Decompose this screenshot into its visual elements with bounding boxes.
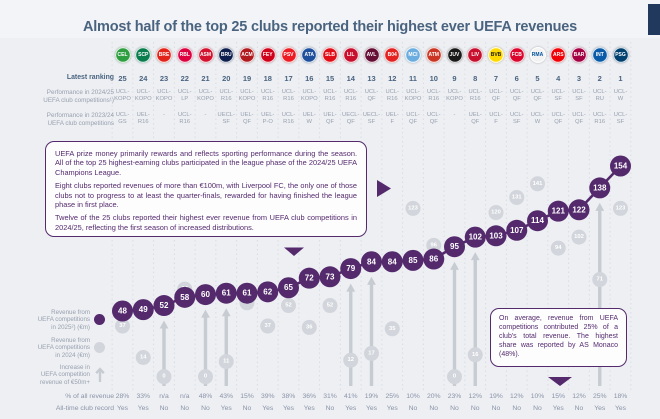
- increase-arrow-head-rank-20: [222, 308, 231, 316]
- club-logo-acm: ACM: [239, 47, 255, 63]
- latest-ranking-label: Latest ranking: [66, 74, 114, 81]
- club-logo-ars: ARS: [550, 47, 566, 63]
- bubble-2025-value-rank-7: 103: [489, 231, 503, 241]
- bubble-2024-value-rank-3: 102: [574, 234, 584, 241]
- performance-2023-24-value-rank-12: UEL- F: [385, 112, 399, 126]
- bubble-2025-value-rank-25: 48: [118, 306, 127, 316]
- performance-2023-24-value-rank-5: UCL- W: [530, 112, 545, 126]
- performance-2024-25-value-rank-11: UCL- KOPO: [404, 89, 422, 103]
- insight-box-right: [490, 308, 627, 367]
- bubble-2024-value-rank-25: 37: [119, 323, 126, 330]
- performance-2023-24-value-rank-11: UCL- QF: [406, 112, 420, 126]
- performance-2023-24-value-rank-24: UEL- R16: [136, 112, 150, 126]
- performance-2024-25-value-rank-20: UCL- R16: [219, 89, 234, 103]
- performance-2024-25-value-rank-22: UCL- LP: [177, 89, 192, 103]
- increase-arrow-head-rank-9: [450, 262, 459, 270]
- performance-2023-24-value-rank-14: UECL- QF: [342, 112, 360, 126]
- bubble-2024-value-rank-17: 52: [285, 302, 292, 309]
- insight-left-paragraph-1: UEFA prize money primarily rewards and reflects sporting performance during the season. All of the top 25 highest-earning clubs participated in the league phase of the 2024/25 UEFA Champions League.: [55, 149, 357, 177]
- bubble-2025-value-rank-11: 85: [408, 255, 418, 265]
- performance-2024-25-value-rank-25: UCL- KOPO: [114, 89, 131, 103]
- performance-2024-25-value-rank-8: UCL- R16: [468, 89, 483, 103]
- legend-item-gray-circle-label: Revenue from UEFA competitions in 2024 (€m): [37, 337, 90, 359]
- increase-arrow-head-rank-13: [367, 277, 376, 285]
- revenue-share-value-rank-15: 31%: [323, 393, 337, 400]
- latest-ranking-value-rank-11: 11: [409, 74, 417, 83]
- performance-2023-24-value-rank-19: UEL- QF: [240, 112, 254, 126]
- performance-2024-25-value-rank-12: UCL- R16: [385, 89, 400, 103]
- performance-2023-24-value-rank-22: UCL- R16: [177, 112, 192, 126]
- legend-gray-circle: [94, 342, 105, 353]
- club-logo-rbl: RBL: [177, 47, 193, 63]
- all-time-record-value-rank-14: Yes: [345, 405, 357, 412]
- latest-ranking-value-rank-18: 18: [263, 74, 272, 83]
- all-time-record-value-rank-17: Yes: [282, 405, 295, 412]
- performance-2024-25-value-rank-5: UCL- QF: [530, 89, 545, 103]
- revenue-share-row-label: % of all revenue: [65, 393, 114, 400]
- bubble-2024-value-rank-15: 52: [326, 302, 334, 309]
- club-logo-slb: SLB: [322, 47, 338, 63]
- all-time-record-value-rank-7: No: [491, 405, 501, 412]
- revenue-share-value-rank-10: 20%: [426, 393, 441, 400]
- all-time-record-value-rank-1: Yes: [614, 405, 627, 412]
- performance-2024-25-value-rank-19: UCL- KOPO: [238, 89, 256, 103]
- revenue-share-value-rank-6: 12%: [509, 393, 524, 400]
- revenue-share-value-rank-12: 25%: [385, 393, 400, 400]
- bubble-2025-value-rank-24: 49: [138, 305, 148, 315]
- page-title: Almost half of the top 25 clubs reported their highest ever UEFA revenues: [82, 18, 578, 35]
- club-logo-asm: ASM: [198, 47, 214, 63]
- club-logo-avl: AVL: [364, 47, 380, 63]
- bubble-2025-value-rank-15: 73: [325, 272, 335, 282]
- club-logo-bre: BRE: [156, 47, 172, 63]
- legend-purple-circle: [94, 314, 105, 325]
- all-time-record-value-rank-6: No: [512, 405, 522, 412]
- performance-2024-25-value-rank-21: UCL- KOPO: [197, 89, 214, 103]
- performance-2024-25-value-rank-4: UCL- SF: [551, 89, 566, 103]
- revenue-share-value-rank-16: 36%: [302, 393, 317, 400]
- revenue-share-value-rank-14: 41%: [343, 393, 358, 400]
- all-time-record-value-rank-8: No: [470, 405, 480, 412]
- performance-2024-25-value-rank-16: UCL- KOPO: [300, 89, 318, 103]
- latest-ranking-value-rank-4: 4: [556, 74, 561, 83]
- bubble-2024-value-rank-5: 141: [532, 180, 543, 187]
- all-time-record-value-rank-22: No: [180, 405, 190, 412]
- bubble-2024-value-rank-12: 35: [389, 325, 396, 332]
- bubble-2025-value-rank-22: 58: [180, 292, 190, 302]
- increase-arrow-head-rank-23: [160, 321, 169, 329]
- bubble-2024-value-rank-24: 14: [140, 354, 147, 361]
- bubble-2025-value-rank-16: 72: [304, 273, 314, 283]
- bubble-2025-value-rank-8: 102: [468, 232, 482, 242]
- legend-item-purple-circle-label: Revenue from UEFA competitions in 2025²) (€m): [37, 309, 90, 331]
- revenue-share-value-rank-9: 23%: [447, 393, 462, 400]
- pointer-down-icon-left: [284, 248, 304, 257]
- bubble-2025-value-rank-3: 122: [572, 205, 586, 215]
- bubble-2024-value-rank-13: 17: [368, 350, 375, 357]
- latest-ranking-value-rank-7: 7: [493, 74, 499, 83]
- bubble-2025-value-rank-23: 52: [159, 301, 169, 311]
- performance-2024-25-value-rank-17: UCL- R16: [281, 89, 296, 103]
- all-time-record-value-rank-25: Yes: [116, 405, 129, 412]
- increase-arrow-head-rank-8: [471, 252, 480, 260]
- bubble-2025-value-rank-18: 62: [263, 287, 273, 297]
- bubble-2024-value-rank-7: 120: [491, 209, 501, 216]
- club-logo-psg: PSG: [613, 47, 629, 63]
- revenue-share-value-rank-24: 33%: [136, 393, 151, 400]
- club-logo-fcb: FCB: [509, 47, 525, 63]
- club-logo-atm: ATM: [426, 47, 442, 63]
- revenue-share-value-rank-3: 12%: [572, 393, 586, 400]
- club-logo-fey: FEY: [260, 47, 276, 63]
- performance-2024-25-value-rank-13: UCL- QF: [364, 89, 379, 103]
- all-time-record-value-rank-4: Yes: [552, 405, 564, 412]
- insight-box-left: [45, 141, 367, 237]
- performance-2024-25-value-rank-7: UCL- QF: [489, 89, 503, 103]
- latest-ranking-value-rank-22: 22: [180, 74, 189, 83]
- bubble-2025-value-rank-6: 107: [510, 225, 524, 235]
- all-time-record-value-rank-20: Yes: [220, 405, 232, 412]
- increase-arrow-head-rank-14: [346, 284, 355, 292]
- club-logo-psv: PSV: [281, 47, 297, 63]
- performance-2024-25-value-rank-18: UCL- R16: [260, 89, 275, 103]
- legend-item-gray-up-arrow-label: Increase in UEFA competition revenue of €50m+: [39, 364, 90, 386]
- revenue-share-value-rank-25: 28%: [115, 393, 130, 400]
- bubble-2024-value-rank-2: 71: [596, 276, 603, 283]
- latest-ranking-value-rank-19: 19: [242, 74, 252, 83]
- performance-2024-25-label-line2: UEFA club competitions¹): [43, 97, 114, 105]
- all-time-record-value-rank-3: No: [574, 405, 584, 412]
- revenue-share-value-rank-8: 12%: [468, 393, 483, 400]
- performance-2023-24-value-rank-15: UEL- QF: [323, 112, 337, 126]
- club-logo-bar: BAR: [571, 47, 587, 63]
- all-time-record-value-rank-18: Yes: [262, 405, 274, 412]
- revenue-share-value-rank-7: 19%: [489, 393, 503, 400]
- bubble-2025-value-rank-2: 138: [593, 183, 607, 193]
- revenue-share-value-rank-1: 18%: [613, 393, 628, 400]
- revenue-share-value-rank-11: 10%: [406, 393, 420, 400]
- bubble-2024-value-rank-16: 36: [306, 324, 313, 331]
- club-logo-juv: JUV: [447, 47, 463, 63]
- insight-left-paragraph-2: Eight clubs reported revenues of more than €100m, with Liverpool FC, the only one of those clubs not to progress to at least the quarter-finals, rewarded for having finished the league phase in first place.: [55, 181, 357, 209]
- latest-ranking-value-rank-2: 2: [597, 74, 602, 83]
- club-logo-lil: LIL: [343, 47, 359, 63]
- bubble-2025-value-rank-5: 114: [531, 216, 544, 226]
- bubble-2025-value-rank-12: 84: [387, 257, 397, 267]
- performance-2023-24-value-rank-23: -: [163, 112, 165, 118]
- bubble-2024-value-rank-20: 11: [223, 358, 230, 365]
- bubble-2025-value-rank-10: 86: [429, 254, 439, 264]
- bubble-2025-value-rank-13: 84: [367, 257, 376, 267]
- all-time-record-row-label: All-time club record: [55, 405, 114, 412]
- club-logo-int: INT: [592, 47, 608, 63]
- performance-2024-25-label: [0, 89, 114, 105]
- revenue-share-value-rank-4: 15%: [551, 393, 566, 400]
- bubble-2025-value-rank-1: 154: [613, 161, 628, 171]
- revenue-share-value-rank-18: 39%: [260, 393, 275, 400]
- performance-2024-25-value-rank-14: UCL- R16: [343, 89, 358, 103]
- performance-2023-24-value-rank-1: UCL- SF: [613, 112, 628, 126]
- all-time-record-value-rank-16: Yes: [303, 405, 315, 412]
- performance-2023-24-label-line2: UEFA club competitions: [47, 120, 114, 128]
- performance-2023-24-value-rank-25: UCL- GS: [115, 112, 130, 126]
- all-time-record-value-rank-13: Yes: [365, 405, 378, 412]
- all-time-record-value-rank-2: Yes: [594, 405, 606, 412]
- bubble-2024-value-rank-21: 0: [203, 373, 208, 380]
- latest-ranking-value-rank-14: 14: [346, 74, 355, 83]
- performance-2023-24-value-rank-9: -: [453, 112, 456, 118]
- all-time-record-value-rank-5: No: [533, 405, 542, 412]
- performance-2023-24-value-rank-10: UCL- QF: [426, 112, 441, 126]
- performance-2023-24-value-rank-20: UECL- SF: [217, 112, 235, 126]
- bubble-2024-value-rank-11: 123: [408, 205, 418, 212]
- bubble-2024-value-rank-4: 94: [555, 245, 562, 252]
- performance-2023-24-value-rank-21: -: [204, 112, 207, 118]
- bubble-2025-value-rank-21: 60: [201, 290, 210, 300]
- bubble-2025-value-rank-14: 79: [346, 264, 356, 274]
- performance-2024-25-value-rank-23: UCL- KOPO: [155, 89, 173, 103]
- legend-gray-up-arrow: [94, 366, 106, 389]
- performance-2024-25-value-rank-9: UCL- KOPO: [446, 89, 463, 103]
- latest-ranking-value-rank-24: 24: [139, 74, 148, 83]
- performance-2023-24-value-rank-6: UCL- SF: [509, 112, 524, 126]
- performance-2023-24-value-rank-4: UCL- QF: [551, 112, 566, 126]
- club-logo-bvb: BVB: [488, 47, 504, 63]
- performance-2024-25-value-rank-10: UCL- R16: [426, 89, 441, 103]
- latest-ranking-value-rank-5: 5: [535, 74, 540, 83]
- performance-2024-25-value-rank-1: UCL- W: [613, 89, 628, 103]
- latest-ranking-value-rank-8: 8: [473, 74, 478, 83]
- revenue-share-value-rank-13: 19%: [364, 393, 379, 400]
- performance-2023-24-value-rank-7: UCL- F: [489, 112, 503, 126]
- performance-2024-25-value-rank-6: UCL- QF: [509, 89, 524, 103]
- latest-ranking-value-rank-16: 16: [305, 74, 314, 83]
- insight-right-paragraph: On average, revenue from UEFA competitions contributed 25% of a club's total revenue. The highest share was reported by AS Monaco (48%).: [499, 315, 618, 358]
- all-time-record-value-rank-23: No: [159, 405, 169, 412]
- latest-ranking-value-rank-23: 23: [159, 74, 169, 83]
- bubble-2024-value-rank-10: 96: [430, 242, 437, 249]
- latest-ranking-value-rank-12: 12: [388, 74, 397, 83]
- bubble-2025-value-rank-4: 121: [551, 206, 565, 216]
- performance-2023-24-value-rank-18: UEL- P-O: [261, 112, 275, 126]
- latest-ranking-value-rank-21: 21: [201, 74, 210, 83]
- performance-2023-24-value-rank-17: UCL- R16: [281, 112, 296, 126]
- club-logo-bru: BRU: [218, 47, 234, 63]
- revenue-share-value-rank-5: 10%: [530, 393, 545, 400]
- revenue-share-value-rank-21: 48%: [198, 393, 213, 400]
- performance-2023-24-value-rank-2: UCL- R16: [592, 112, 607, 126]
- bubble-2025-value-rank-19: 61: [242, 288, 252, 298]
- bubble-2024-value-rank-6: 131: [511, 194, 522, 201]
- bubble-2025-value-rank-20: 61: [221, 288, 231, 298]
- latest-ranking-value-rank-3: 3: [576, 74, 582, 83]
- performance-2024-25-value-rank-24: UCL- KOPO: [134, 89, 152, 103]
- revenue-share-value-rank-2: 25%: [592, 393, 607, 400]
- performance-2024-25-value-rank-2: UCL- RU: [592, 89, 607, 103]
- revenue-share-value-rank-23: n/a: [159, 393, 169, 400]
- insight-left-paragraph-3: Twelve of the 25 clubs reported their highest ever revenue from UEFA club competitions in 2024/25, reflecting the first season of increased distributions.: [55, 213, 357, 232]
- all-time-record-value-rank-9: No: [450, 405, 459, 412]
- performance-2023-24-value-rank-16: UEL- W: [302, 112, 316, 126]
- all-time-record-value-rank-15: No: [325, 405, 335, 412]
- performance-2024-25-label-line1: Performance in 2024/25: [46, 89, 114, 96]
- latest-ranking-value-rank-10: 10: [429, 74, 438, 83]
- latest-ranking-value-rank-17: 17: [284, 74, 293, 83]
- increase-arrow-head-rank-2: [595, 203, 604, 211]
- performance-2023-24-value-rank-8: UEL- QF: [468, 112, 482, 126]
- increase-arrow-head-rank-21: [201, 310, 210, 318]
- latest-ranking-value-rank-9: 9: [452, 74, 457, 83]
- revenue-share-value-rank-20: 43%: [219, 393, 234, 400]
- club-logo-cel: CEL: [115, 47, 131, 63]
- latest-ranking-value-rank-20: 20: [222, 74, 231, 83]
- revenue-share-value-rank-22: n/a: [180, 393, 190, 400]
- latest-ranking-value-rank-13: 13: [367, 74, 376, 83]
- club-logo-liv: LIV: [467, 47, 483, 63]
- all-time-record-value-rank-11: No: [408, 405, 418, 412]
- brand-corner-tab: [648, 4, 660, 35]
- latest-ranking-value-rank-6: 6: [514, 74, 519, 83]
- latest-ranking-value-rank-1: 1: [618, 74, 623, 83]
- latest-ranking-value-rank-25: 25: [118, 74, 127, 83]
- revenue-share-value-rank-17: 38%: [281, 393, 296, 400]
- bubble-2024-value-rank-9: 0: [452, 373, 457, 380]
- all-time-record-value-rank-10: No: [429, 405, 439, 412]
- revenue-share-value-rank-19: 15%: [240, 393, 254, 400]
- club-logo-scp: SCP: [135, 47, 151, 63]
- performance-2024-25-value-rank-3: UCL- SF: [572, 89, 586, 103]
- all-time-record-value-rank-19: No: [242, 405, 252, 412]
- all-time-record-value-rank-24: Yes: [137, 405, 149, 412]
- bubble-2025-value-rank-9: 95: [450, 242, 459, 252]
- performance-2023-24-label-line1: Performance in 2023/24: [46, 112, 114, 119]
- club-logo-rma: RMA: [530, 47, 546, 63]
- performance-2024-25-value-rank-15: UCL- R16: [323, 89, 337, 103]
- bubble-2024-value-rank-14: 12: [347, 357, 354, 364]
- bubble-2025-value-rank-17: 65: [284, 283, 293, 293]
- all-time-record-value-rank-21: No: [201, 405, 210, 412]
- bubble-2024-value-rank-23: 0: [162, 373, 166, 380]
- performance-2023-24-value-rank-13: UECL- SF: [362, 112, 381, 126]
- pointer-right-icon: [377, 180, 391, 197]
- club-logo-ata: ATA: [301, 47, 317, 63]
- latest-ranking-value-rank-15: 15: [325, 74, 335, 83]
- club-logo-b04: B04: [384, 47, 400, 63]
- performance-2023-24-value-rank-3: UCL- QF: [572, 112, 586, 126]
- bubble-2024-value-rank-1: 123: [615, 205, 626, 212]
- bubble-2024-value-rank-8: 16: [472, 351, 479, 358]
- club-logo-mci: MCI: [405, 47, 421, 63]
- performance-2023-24-label: [0, 112, 114, 128]
- bubble-2024-value-rank-18: 37: [264, 323, 271, 330]
- all-time-record-value-rank-12: Yes: [386, 405, 398, 412]
